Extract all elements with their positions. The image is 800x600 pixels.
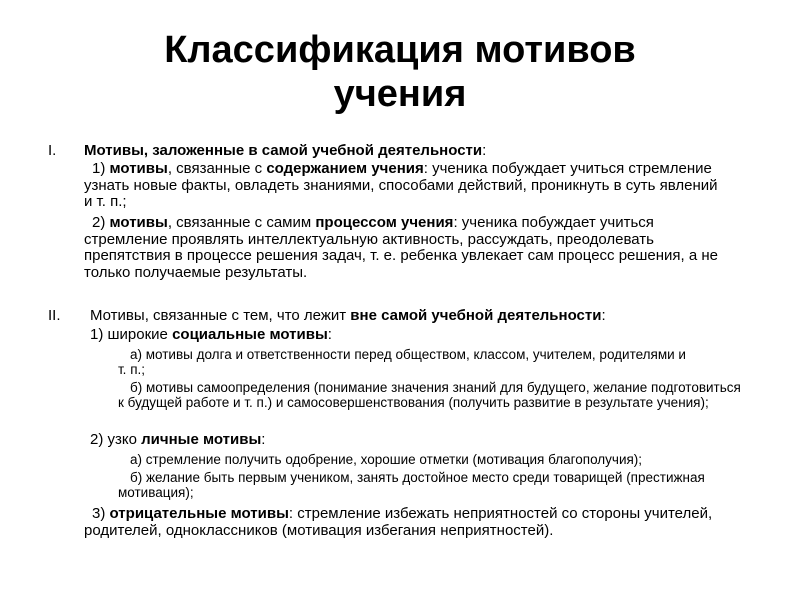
motive-item-4b: б) желание быть первым учеником, занять достойное место среди товарищей (престижная мотивация); xyxy=(118,470,705,500)
section-1-heading-text: Мотивы, заложенные в самой учебной деятельности xyxy=(84,142,483,159)
motive-item-2: 2) мотивы, связанные с самим процессом учения: ученика побуждает учиться стремление проявлять интеллектуальную активность, рассуждать, преодолевать препятствия в процессе решения задач, т. е. ребенка увлекает сам процесс решения, а не только получаемые результаты. xyxy=(84,214,719,281)
motive-item-3a: а) мотивы долга и ответственности перед обществом, классом, учителем, родителями и т. п.; xyxy=(118,347,686,377)
motive-item-1: 1) мотивы, связанные с содержанием учения: ученика побуждает учиться стремление узнать новые факты, овладеть знаниями, способами действий, проникнуть в суть явлений и т. п.; xyxy=(84,160,718,210)
motive-item-4: 2) узко личные мотивы: xyxy=(90,431,266,448)
section-2-number: II. xyxy=(48,307,61,324)
motive-item-3: 1) широкие социальные мотивы: xyxy=(90,326,332,343)
motive-item-5: 3) отрицательные мотивы: стремление избежать неприятностей со стороны учителей, родителей, одноклассников (мотивация избегания неприятностей). xyxy=(84,505,713,539)
section-2-heading: Мотивы, связанные с тем, что лежит вне самой учебной деятельности: xyxy=(90,307,606,324)
title-line-2: учения xyxy=(333,73,467,115)
title-line-1: Классификация мотивов xyxy=(164,29,636,71)
section-1-heading: Мотивы, заложенные в самой учебной деятельности: xyxy=(84,142,487,159)
page-title xyxy=(0,28,800,116)
motive-item-4a: а) стремление получить одобрение, хорошие отметки (мотивация благополучия); xyxy=(130,452,643,467)
section-1-number: I. xyxy=(48,142,57,159)
motive-item-3b: б) мотивы самоопределения (понимание значения знаний для будущего, желание подготовиться к будущей работе и т. п.) и самосовершенствования (получить развитие в результате учения); xyxy=(118,380,741,410)
